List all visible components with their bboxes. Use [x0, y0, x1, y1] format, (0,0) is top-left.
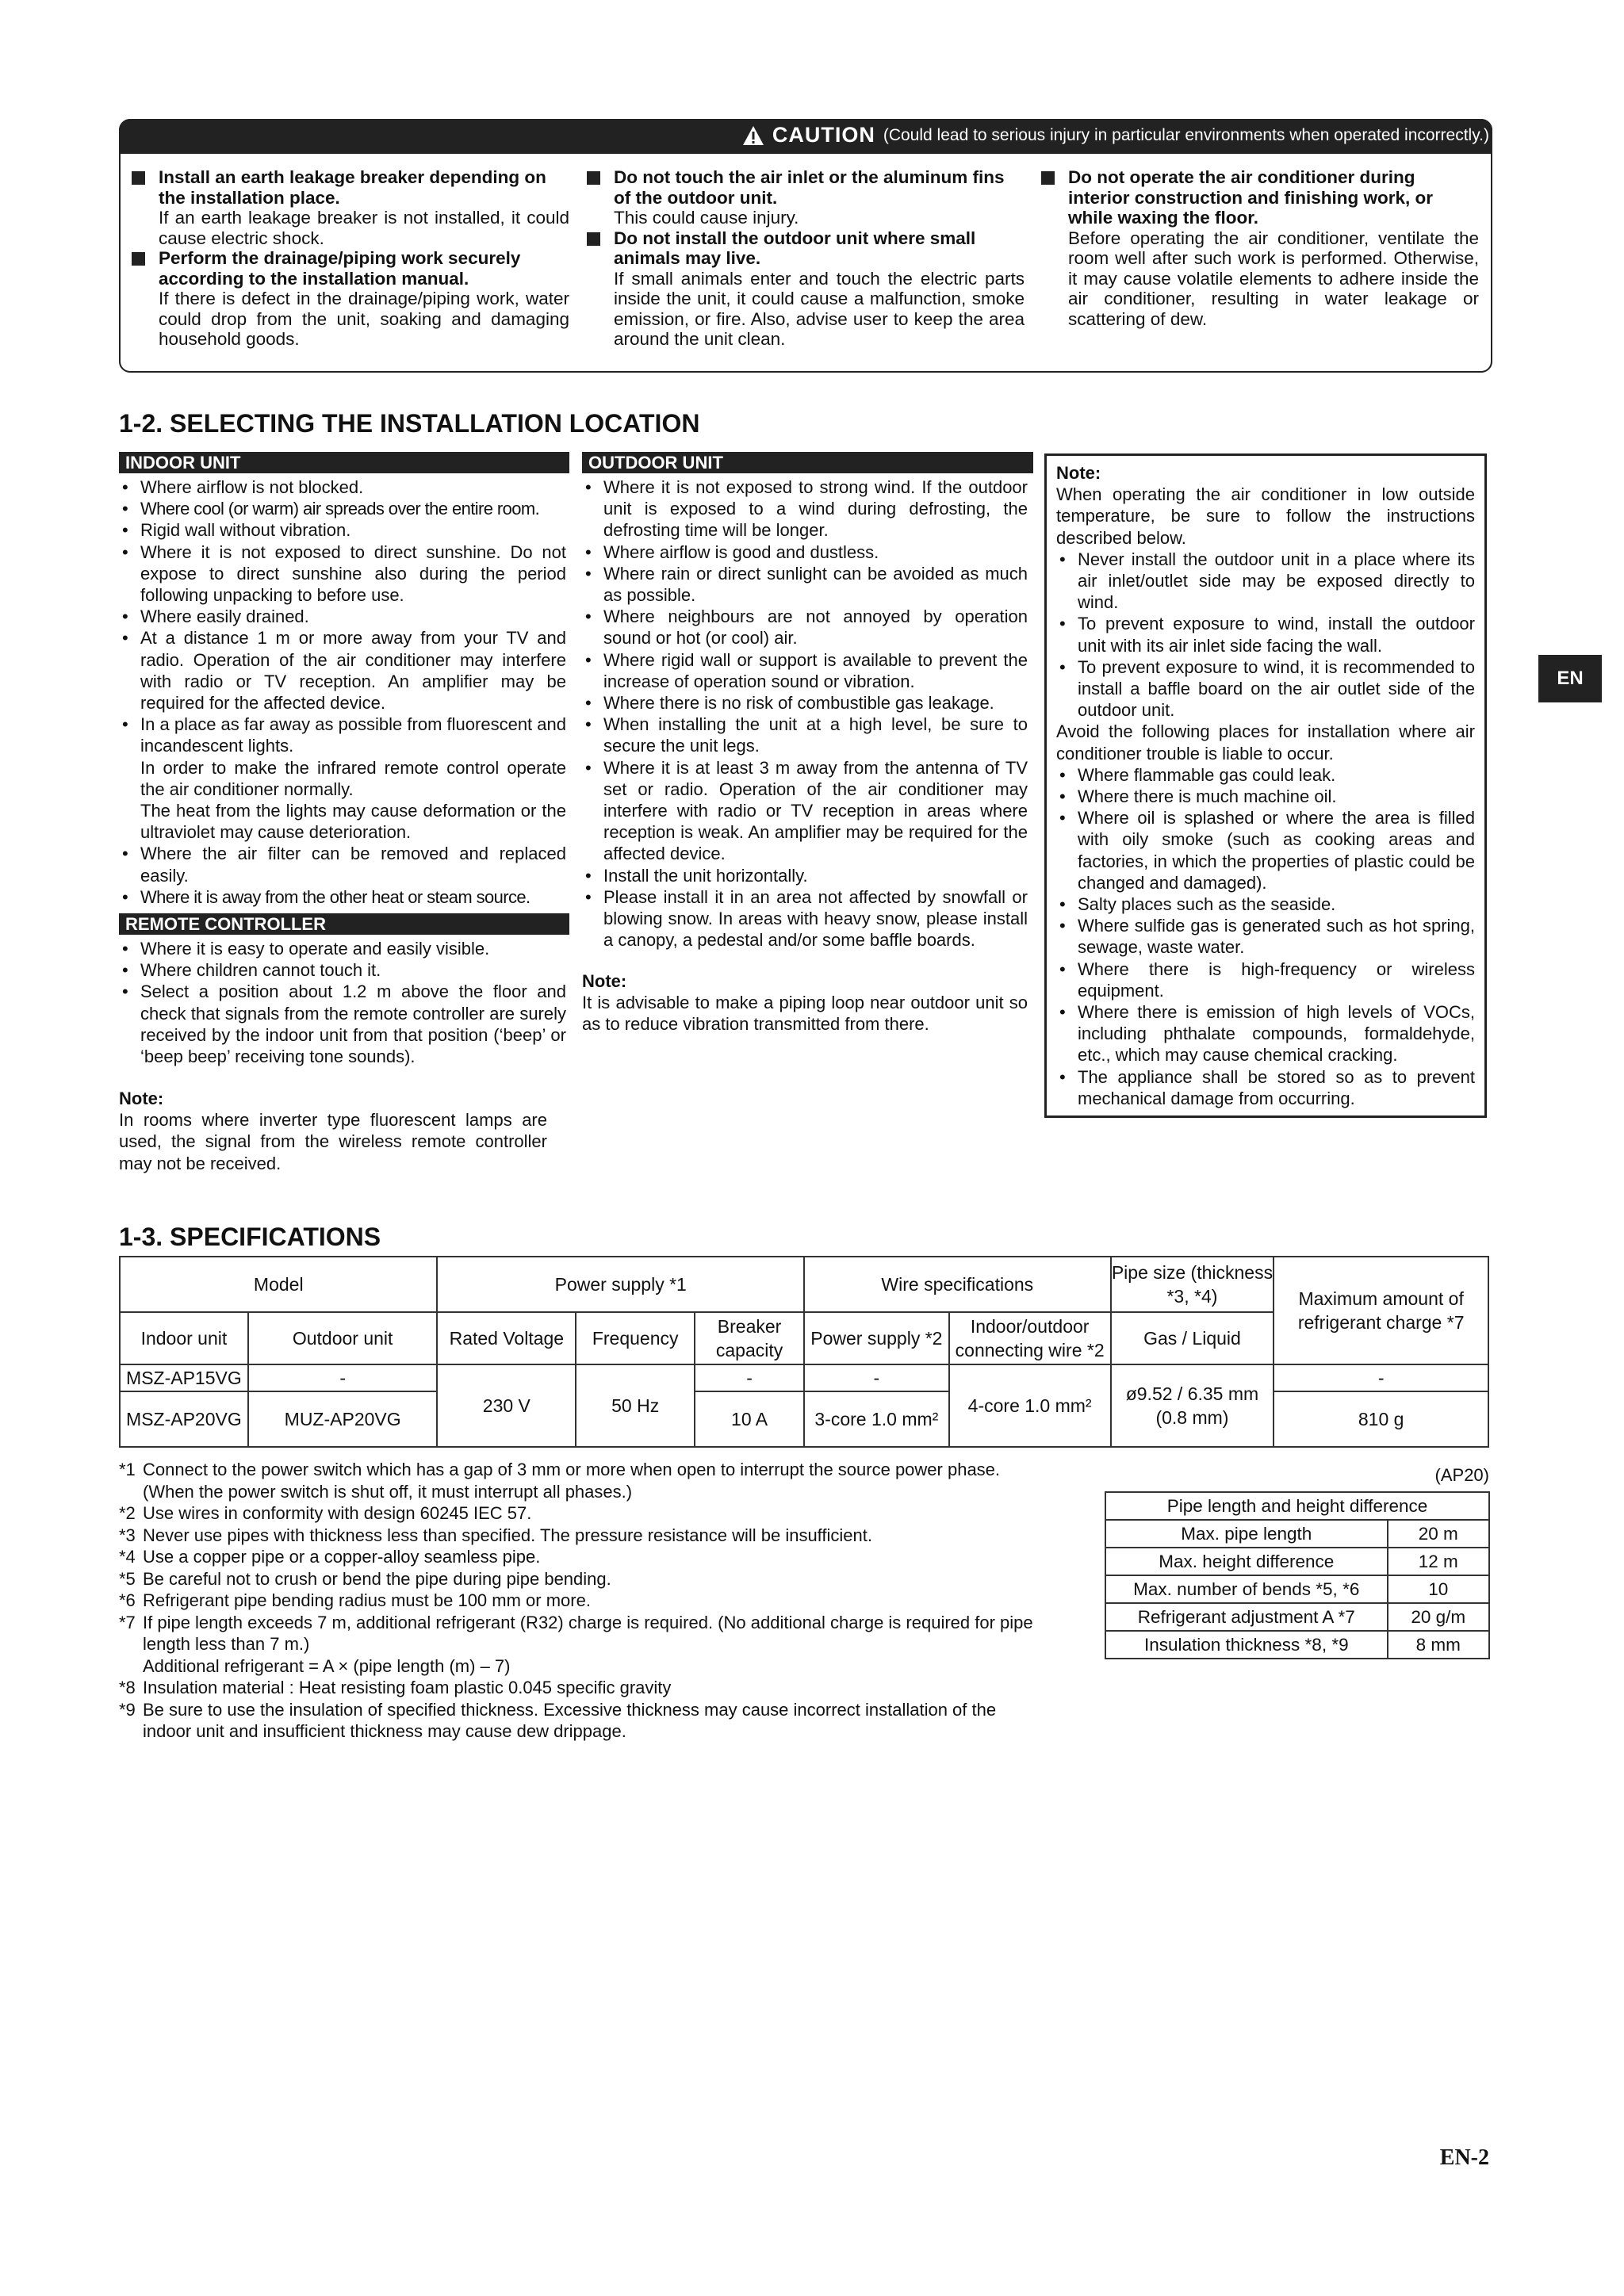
note-label: Note: — [1056, 463, 1101, 483]
table-row: Insulation thickness *8, *9 8 mm — [1105, 1631, 1489, 1659]
remote-note — [119, 1088, 547, 1174]
cell: MUZ-AP20VG — [248, 1391, 438, 1447]
cell: 4-core 1.0 mm² — [949, 1364, 1111, 1447]
list-item: • Never install the outdoor unit in a place where its air inlet/outlet side may be exposed directly to wind. — [1056, 549, 1475, 614]
note-text: In rooms where inverter type fluorescent lamps are used, the signal from the wireless remote controller may not be received. — [119, 1110, 547, 1173]
list-item: • In a place as far away as possible from fluorescent and incandescent lights. — [119, 714, 566, 756]
list-item: • Where sulfide gas is generated such as hot spring, sewage, waste water. — [1056, 915, 1475, 958]
list-item: • Where there is no risk of combustible gas leakage. — [582, 692, 1028, 714]
list-item: • Rigid wall without vibration. — [119, 519, 566, 541]
list-item: • When installing the unit at a high level, be sure to secure the unit legs. — [582, 714, 1028, 756]
cell: 3-core 1.0 mm² — [804, 1391, 949, 1447]
cell: - — [1274, 1364, 1488, 1391]
list-item: • Where the air filter can be removed and replaced easily. — [119, 843, 566, 886]
list-item: • Where airflow is good and dustless. — [582, 541, 1028, 563]
list-item: • Please install it in an area not affected by snowfall or blowing snow. In areas with heavy snow, please install a canopy, a pedestal and/or some baffle boards. — [582, 886, 1028, 951]
cell: - — [248, 1364, 438, 1391]
note-list-avoid — [1056, 764, 1475, 1109]
cell: 50 Hz — [576, 1364, 695, 1447]
list-item: • Where flammable gas could leak. — [1056, 764, 1475, 786]
list-item: • Where there is much machine oil. — [1056, 786, 1475, 807]
list-item: • Where there is high-frequency or wireless equipment. — [1056, 959, 1475, 1001]
cell: 810 g — [1274, 1391, 1488, 1447]
list-item: • Where it is at least 3 m away from the antenna of TV set or radio. Operation of the air conditioner may interfere with radio or TV reception in areas where reception is weak. An amplifier may be required for the affected device. — [582, 757, 1028, 865]
caution-item: Install an earth leakage breaker depending on the installation place. If an earth leakage breaker is not installed, it could cause electric shock. — [127, 167, 569, 248]
page-number: EN-2 — [1439, 2145, 1489, 2170]
caution-label: CAUTION — [772, 123, 875, 147]
footnote: *6 Refrigerant pipe bending radius must be 100 mm or more. — [119, 1590, 591, 1610]
list-item: • Where easily drained. — [119, 606, 566, 627]
header-frequency: Frequency — [576, 1312, 695, 1364]
note-intro-2: Avoid the following places for installation where air conditioner trouble is liable to occur. — [1056, 721, 1475, 763]
pipe-table-model-tag: (AP20) — [1434, 1465, 1489, 1485]
header-gas-liquid: Gas / Liquid — [1111, 1312, 1274, 1364]
header-breaker: Breaker capacity — [695, 1312, 804, 1364]
list-item: • Where oil is splashed or where the area is filled with oily smoke (such as cooking areas and factories, in which the properties of plastic could be changed and damaged). — [1056, 807, 1475, 894]
list-item: • Where there is emission of high levels of VOCs, including phthalate compounds, formaldehyde, etc., which may cause chemical cracking. — [1056, 1001, 1475, 1066]
outdoor-note — [582, 970, 1028, 1035]
caution-subtitle: (Could lead to serious injury in particular environments when operated incorrectly.) — [883, 125, 1489, 144]
cell: MSZ-AP15VG — [120, 1364, 248, 1391]
list-item: • Select a position about 1.2 m above the floor and check that signals from the remote controller are surely received by the indoor unit from that position (‘beep’ or ‘beep beep’ receiving tone sounds). — [119, 981, 566, 1067]
list-item: • Where it is not exposed to strong wind. If the outdoor unit is exposed to a wind during defrosting, the defrosting time will be longer. — [582, 476, 1028, 541]
indoor-unit-list — [119, 476, 566, 908]
list-item: • Where it is away from the other heat or steam source. — [119, 886, 566, 908]
caution-column-3 — [1036, 167, 1479, 329]
language-tab: EN — [1538, 655, 1602, 702]
table-row: Max. number of bends *5, *6 10 — [1105, 1575, 1489, 1603]
footnote: *3 Never use pipes with thickness less than specified. The pressure resistance will be insufficient. — [119, 1525, 872, 1545]
header-wire-spec: Wire specifications — [804, 1257, 1111, 1312]
list-item: • Where children cannot touch it. — [119, 959, 566, 981]
list-item: • Where airflow is not blocked. — [119, 476, 566, 498]
list-item: • To prevent exposure to wind, it is recommended to install a baffle board on the air outlet side of the outdoor unit. — [1056, 656, 1475, 721]
outdoor-unit-heading: OUTDOOR UNIT — [582, 452, 1033, 473]
specifications-table — [119, 1256, 1489, 1448]
table-row: Max. height difference 12 m — [1105, 1548, 1489, 1575]
list-item-sub: The heat from the lights may cause deformation or the ultraviolet may cause deterioration. — [140, 801, 566, 843]
section-title-specifications: 1-3. SPECIFICATIONS — [119, 1223, 381, 1251]
footnote: *5 Be careful not to crush or bend the pipe during pipe bending. — [119, 1568, 611, 1589]
table-row — [120, 1391, 1488, 1447]
list-item: • Where cool (or warm) air spreads over the entire room. — [119, 498, 566, 519]
header-pipe-size: Pipe size (thickness *3, *4) — [1111, 1257, 1274, 1312]
pipe-length-table — [1105, 1491, 1490, 1659]
caution-item: Do not touch the air inlet or the aluminum fins of the outdoor unit. This could cause injury. — [582, 167, 1025, 228]
list-item: • Where it is easy to operate and easily visible. — [119, 938, 566, 959]
footnote: *1 Connect to the power switch which has a gap of 3 mm or more when open to interrupt the source power phase. (When the power switch is shut off, it must interrupt all phases.) — [119, 1460, 1001, 1502]
cell: 230 V — [437, 1364, 576, 1447]
list-item: • Where neighbours are not annoyed by operation sound or hot (or cool) air. — [582, 606, 1028, 649]
note-intro: When operating the air conditioner in low outside temperature, be sure to follow the instructions described below. — [1056, 484, 1475, 548]
footnote: Additional refrigerant = A × (pipe length (m) – 7) — [143, 1655, 511, 1676]
caution-item: Do not install the outdoor unit where small animals may live. If small animals enter and touch the electric parts inside the unit, it could cause a malfunction, smoke emission, or fire. Also, advise user to keep the area around the unit clean. — [582, 228, 1025, 350]
note-label: Note: — [119, 1089, 164, 1108]
cell: - — [804, 1364, 949, 1391]
header-max-refrigerant: Maximum amount of refrigerant charge *7 — [1274, 1257, 1488, 1364]
list-item: • At a distance 1 m or more away from your TV and radio. Operation of the air conditioner may interfere with radio or TV reception. An amplifier may be required for the affected device. — [119, 627, 566, 714]
list-item: • Install the unit horizontally. — [582, 865, 1028, 886]
list-item-sub: In order to make the infrared remote control operate the air conditioner normally. — [140, 757, 566, 799]
caution-item: Perform the drainage/piping work securely according to the installation manual. If there is defect in the drainage/piping work, water could drop from the unit, soaking and damaging household goods. — [127, 248, 569, 350]
cell: MSZ-AP20VG — [120, 1391, 248, 1447]
header-power-supply: Power supply *1 — [437, 1257, 804, 1312]
warning-triangle-icon — [742, 125, 764, 146]
header-io-wire: Indoor/outdoor connecting wire *2 — [949, 1312, 1111, 1364]
footnote: *9 Be sure to use the insulation of specified thickness. Excessive thickness may cause incorrect installation of the indoor unit and insufficient thickness may cause dew drippage. — [119, 1699, 997, 1741]
table-row: Refrigerant adjustment A *7 20 g/m — [1105, 1603, 1489, 1631]
header-rated-voltage: Rated Voltage — [437, 1312, 576, 1364]
note-label: Note: — [582, 971, 627, 991]
remote-controller-heading: REMOTE CONTROLLER — [119, 913, 569, 935]
caution-item: Do not operate the air conditioner during interior construction and finishing work, or while waxing the floor. Before operating the air conditioner, ventilate the room well after such work is performed. Otherwise, it may cause volatile elements to adhere inside the air conditioner, resulting in water leakage or scattering of dew. — [1036, 167, 1479, 329]
caution-column-2 — [582, 167, 1025, 350]
list-item: • Where rigid wall or support is available to prevent the increase of operation sound or vibration. — [582, 649, 1028, 692]
remote-controller-list — [119, 938, 566, 1067]
section-title-installation-location: 1-2. SELECTING THE INSTALLATION LOCATION — [119, 409, 700, 438]
footnote: *2 Use wires in conformity with design 60245 IEC 57. — [119, 1503, 532, 1523]
list-item: • To prevent exposure to wind, install the outdoor unit with its air inlet side facing the wall. — [1056, 613, 1475, 656]
header-outdoor-unit: Outdoor unit — [248, 1312, 438, 1364]
footnote: *4 Use a copper pipe or a copper-alloy seamless pipe. — [119, 1547, 541, 1567]
header-model: Model — [120, 1257, 437, 1312]
table-row — [120, 1364, 1488, 1391]
outdoor-unit-list — [582, 476, 1028, 951]
cell: ø9.52 / 6.35 mm (0.8 mm) — [1111, 1364, 1274, 1447]
caution-title — [742, 123, 1489, 147]
cell: - — [695, 1364, 804, 1391]
list-item: • Where it is not exposed to direct sunshine. Do not expose to direct sunshine also during the period following unpacking to before use. — [119, 541, 566, 607]
low-temperature-note-box — [1044, 453, 1487, 1118]
footnote: *8 Insulation material : Heat resisting foam plastic 0.045 specific gravity — [119, 1678, 672, 1697]
note-list-wind — [1056, 549, 1475, 721]
caution-column-1 — [127, 167, 569, 350]
indoor-unit-heading: INDOOR UNIT — [119, 452, 569, 473]
note-text: It is advisable to make a piping loop near outdoor unit so as to reduce vibration transmitted from there. — [582, 993, 1028, 1035]
specification-footnotes — [119, 1459, 1039, 1743]
table-row: Max. pipe length 20 m — [1105, 1520, 1489, 1548]
header-power-supply-2: Power supply *2 — [804, 1312, 949, 1364]
footnote: *7 If pipe length exceeds 7 m, additional refrigerant (R32) charge is required. (No additional charge is required for pipe length less than 7 m.) — [119, 1612, 1033, 1654]
cell: 10 A — [695, 1391, 804, 1447]
list-item: • Salty places such as the seaside. — [1056, 894, 1475, 915]
pipe-table-title: Pipe length and height difference — [1105, 1492, 1489, 1520]
list-item: • Where rain or direct sunlight can be avoided as much as possible. — [582, 563, 1028, 606]
list-item: • The appliance shall be stored so as to prevent mechanical damage from occurring. — [1056, 1066, 1475, 1109]
header-indoor-unit: Indoor unit — [120, 1312, 248, 1364]
